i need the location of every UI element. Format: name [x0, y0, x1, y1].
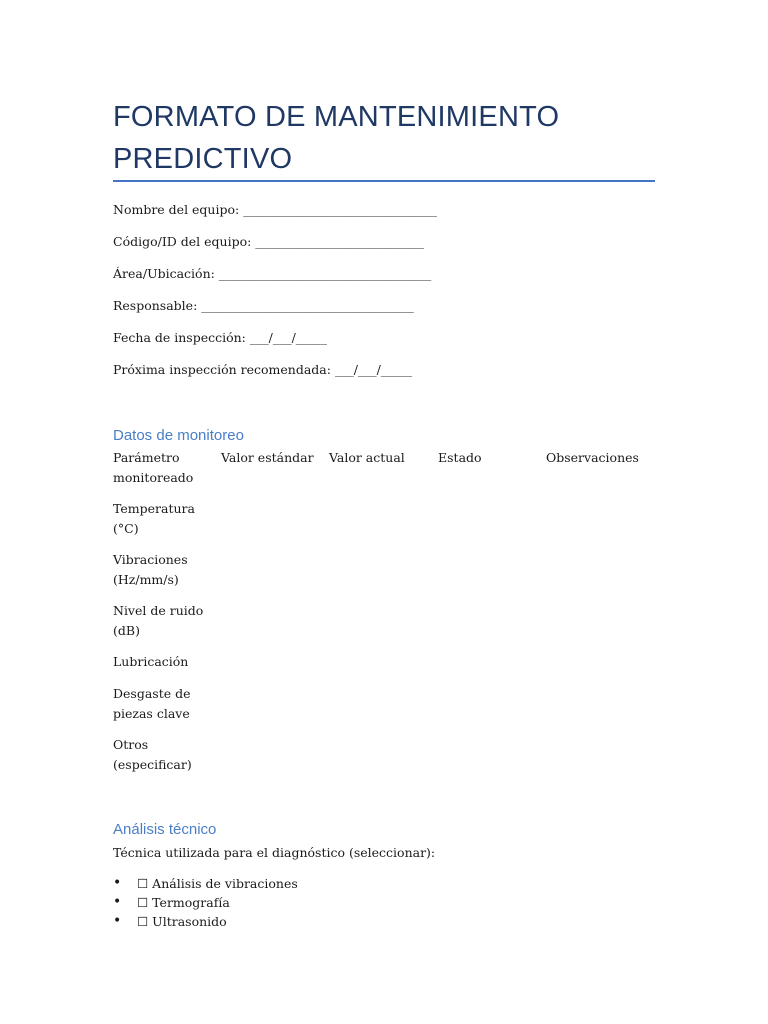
field-next-inspection-date[interactable]: Próxima inspección recomendada: ___/___/_____ — [113, 362, 413, 377]
section-heading-analysis: Análisis técnico — [113, 821, 217, 838]
field-area-location[interactable]: Área/Ubicación: __________________________________ — [113, 266, 432, 281]
table-row: Nivel de ruido (dB) — [113, 603, 204, 638]
title-line-2: PREDICTIVO — [113, 143, 293, 175]
col-header-parameter: Parámetro monitoreado — [113, 450, 194, 485]
col-header-observations: Observaciones — [546, 450, 639, 465]
bullet-icon: • — [113, 913, 122, 929]
table-row: Desgaste de piezas clave — [113, 686, 191, 721]
col-header-current-value: Valor actual — [329, 450, 405, 465]
field-inspection-date[interactable]: Fecha de inspección: ___/___/_____ — [113, 330, 328, 345]
col-header-standard-value: Valor estándar — [221, 450, 314, 465]
analysis-intro: Técnica utilizada para el diagnóstico (seleccionar): — [113, 845, 436, 860]
section-heading-monitoring: Datos de monitoreo — [113, 427, 244, 444]
col-header-status: Estado — [438, 450, 482, 465]
option-thermography[interactable]: ☐ Termografía — [137, 895, 230, 910]
title-underline — [113, 180, 655, 182]
table-row: Temperatura (°C) — [113, 501, 195, 536]
table-row: Lubricación — [113, 654, 189, 669]
table-row: Otros (especificar) — [113, 737, 192, 772]
option-ultrasound[interactable]: ☐ Ultrasonido — [137, 914, 227, 929]
option-vibration-analysis[interactable]: ☐ Análisis de vibraciones — [137, 876, 298, 891]
bullet-icon: • — [113, 875, 122, 891]
field-responsible[interactable]: Responsable: __________________________________ — [113, 298, 414, 313]
field-equipment-name[interactable]: Nombre del equipo: _______________________________ — [113, 202, 437, 217]
title-line-1: FORMATO DE MANTENIMIENTO — [113, 101, 560, 133]
table-row: Vibraciones (Hz/mm/s) — [113, 552, 188, 587]
document-title — [113, 96, 673, 180]
bullet-icon: • — [113, 894, 122, 910]
field-equipment-id[interactable]: Código/ID del equipo: ___________________________ — [113, 234, 425, 249]
